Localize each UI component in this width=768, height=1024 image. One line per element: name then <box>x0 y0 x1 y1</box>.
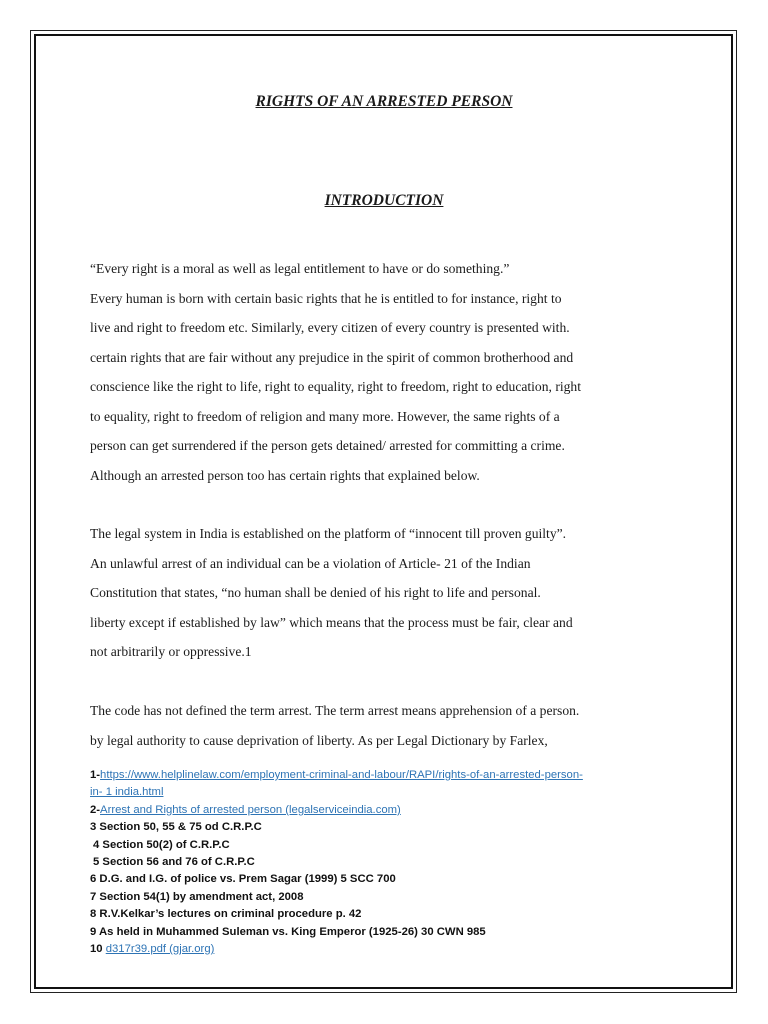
paragraph-line: person can get surrendered if the person gets detained/ arrested for committing a crime. <box>90 438 565 453</box>
paragraph-definition-arrest <box>90 696 680 755</box>
footnote-1-link[interactable]: https://www.helplinelaw.com/employment-criminal-and-labour/RAPI/rights-of-an-arrested-person- <box>100 769 583 781</box>
footnote-4: 4 Section 50(2) of C.R.P.C <box>93 838 230 851</box>
document-title: RIGHTS OF AN ARRESTED PERSON <box>255 93 513 110</box>
footnote-1 <box>90 767 680 784</box>
footnote-9: 9 As held in Muhammed Suleman vs. King Emperor (1925-26) 30 CWN 985 <box>90 925 486 938</box>
paragraph-line: conscience like the right to life, right to equality, right to freedom, right to education, right <box>90 379 582 394</box>
paragraph-line: certain rights that are fair without any prejudice in the spirit of common brotherhood and <box>90 349 574 365</box>
paragraph-line: by legal authority to cause deprivation of liberty. As per Legal Dictionary by Farlex, <box>90 732 548 748</box>
section-heading-introduction: INTRODUCTION <box>324 192 444 209</box>
footnote-7: 7 Section 54(1) by amendment act, 2008 <box>90 890 304 903</box>
paragraph-line: Although an arrested person too has certain rights that explained below. <box>90 467 480 483</box>
footnotes <box>90 767 680 958</box>
footnote-number: 10 <box>90 943 106 956</box>
footnote-1-continued <box>90 784 680 801</box>
paragraph-line: The legal system in India is established on the platform of “innocent till proven guilty”. <box>90 526 567 541</box>
footnote-number: 2- <box>90 803 101 816</box>
paragraph-line: not arbitrarily or oppressive.1 <box>90 644 252 659</box>
paragraph-line: “Every right is a moral as well as legal entitlement to have or do something.” <box>90 261 510 276</box>
paragraph-line: Every human is born with certain basic rights that he is entitled to for instance, right to <box>90 290 562 306</box>
footnote-1-link-continued[interactable]: in- 1 india.html <box>90 786 164 799</box>
footnote-6: 6 D.G. and I.G. of police vs. Prem Sagar (1999) 5 SCC 700 <box>90 873 396 886</box>
footnote-10-link[interactable]: d317r39.pdf (gjar.org) <box>105 943 215 956</box>
footnote-3: 3 Section 50, 55 & 75 od C.R.P.C <box>90 821 262 834</box>
paragraph-line: The code has not defined the term arrest. The term arrest means apprehension of a person. <box>90 703 580 718</box>
footnote-number: 1- <box>90 769 101 781</box>
footnote-2 <box>90 802 680 819</box>
footnote-8: 8 R.V.Kelkar’s lectures on criminal procedure p. 42 <box>90 908 362 921</box>
footnote-5: 5 Section 56 and 76 of C.R.P.C <box>93 856 255 869</box>
footnote-2-link[interactable]: Arrest and Rights of arrested person (legalserviceindia.com) <box>100 803 401 816</box>
paragraph-line: live and right to freedom etc. Similarly, every citizen of every country is presented with. <box>90 320 570 335</box>
paragraph-legal-system <box>90 519 680 667</box>
footnote-10 <box>90 941 680 958</box>
paragraph-line: liberty except if established by law” which means that the process must be fair, clear and <box>90 614 573 630</box>
paragraph-introduction <box>90 254 680 490</box>
paragraph-line: An unlawful arrest of an individual can be a violation of Article- 21 of the Indian <box>90 555 531 571</box>
paragraph-line: Constitution that states, “no human shall be denied of his right to life and personal. <box>90 585 541 600</box>
paragraph-line: to equality, right to freedom of religion and many more. However, the same rights of a <box>90 408 560 424</box>
